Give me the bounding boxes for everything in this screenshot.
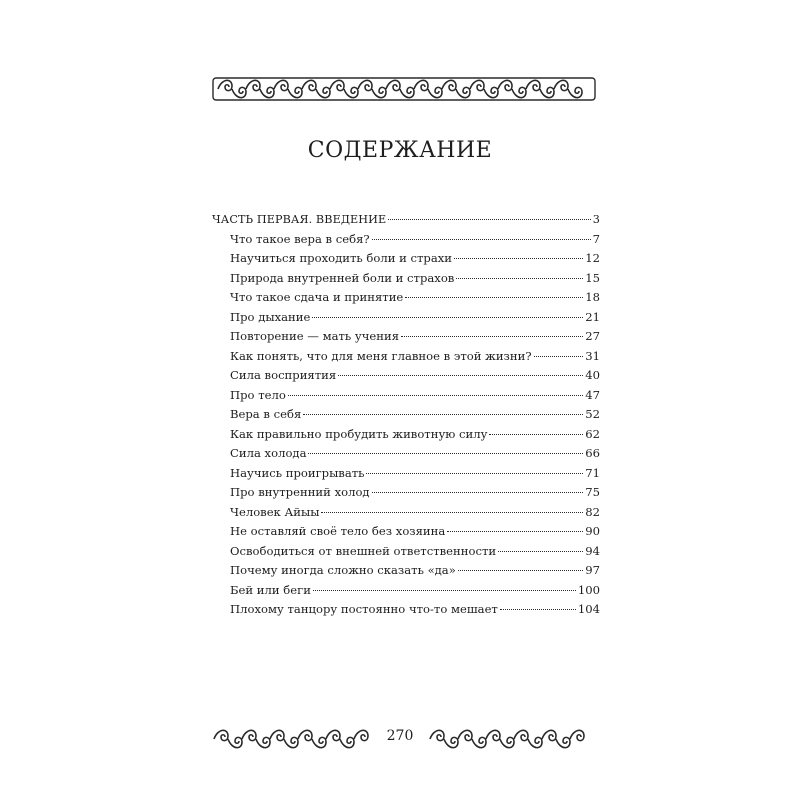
toc-entry-page: 31 [585,348,600,363]
page-title: СОДЕРЖАНИЕ [307,138,493,163]
toc-entry [212,503,600,523]
toc-dot-leader [500,609,576,610]
toc-entry-page: 75 [585,485,600,499]
toc-entry-page: 104 [577,602,600,616]
toc-dot-leader [338,375,583,376]
toc-entry-title: Что такое вера в себя? [230,231,370,246]
toc-entry-title: Про тело [230,387,286,402]
toc-entry [212,386,600,406]
toc-entry-title: Освободиться от внешней ответственности [230,543,497,558]
toc-entry [212,308,600,328]
toc-entry-page: 52 [585,407,600,421]
toc-dot-leader [458,570,583,571]
toc-entry-title: Почему иногда сложно сказать «да» [230,563,456,577]
toc-entry [212,483,600,503]
toc-entry-title: Как понять, что для меня главное в этой жизни? [230,348,532,363]
toc-entry [212,366,600,386]
toc-dot-leader [401,336,583,337]
toc-entry-title: Природа внутренней боли и страхов [230,270,455,285]
toc-entry-title: Бей или беги [230,582,311,597]
bottom-right-ornament [428,724,596,754]
toc-entry-page: 66 [585,446,600,460]
toc-entry-page: 40 [585,368,600,382]
toc-entry-title: Как правильно пробудить животную силу [230,426,488,441]
page-number: 270 [386,728,414,744]
toc-entry-title: Вера в себя [230,407,302,421]
toc-entry-page: 100 [577,582,600,597]
toc-entry-title: Сила восприятия [230,368,337,382]
toc-entry [212,542,600,562]
toc-dot-leader [489,434,583,435]
toc-entry [212,269,600,289]
toc-dot-leader [388,219,591,220]
toc-entry-page: 97 [585,563,600,577]
toc-entry-page: 71 [585,465,600,480]
toc-dot-leader [372,492,584,493]
footer [0,724,800,754]
toc-dot-leader [456,278,583,279]
toc-entry [212,230,600,250]
toc-dot-leader [498,551,583,552]
toc-dot-leader [312,317,583,318]
toc-dot-leader [303,414,583,415]
toc-entry-title: Про дыхание [230,309,311,324]
toc-entry [212,600,600,620]
toc-dot-leader [534,356,584,357]
toc-entry [212,581,600,601]
toc-dot-leader [405,297,583,298]
toc-dot-leader [447,531,583,532]
toc-dot-leader [308,453,583,454]
toc-dot-leader [366,473,583,474]
toc-entry-title: Научись проигрывать [230,465,365,480]
toc-entry [212,249,600,269]
toc-entry-page: 7 [592,231,600,246]
toc-entry-page: 62 [585,426,600,441]
toc-entry [212,288,600,308]
toc-entry-page: 82 [585,504,600,519]
table-of-contents [212,210,600,620]
toc-entry [212,444,600,464]
toc-entry-page: 21 [585,309,600,324]
toc-entry-title: Плохому танцору постоянно что-то мешает [230,602,498,616]
toc-entry [212,522,600,542]
toc-dot-leader [321,512,583,513]
toc-entry-page: 3 [592,213,600,226]
toc-entry-title: Повторение — мать учения [230,329,400,343]
toc-entry-title: Научиться проходить боли и страхи [230,251,453,265]
toc-entry-title: Не оставляй своё тело без хозяина [230,524,446,538]
toc-entry-page: 94 [585,543,600,558]
toc-entry-title: Что такое сдача и принятие [230,290,404,304]
toc-entry [212,425,600,445]
toc-dot-leader [454,258,583,259]
toc-dot-leader [313,590,576,591]
toc-entry-title: Про внутренний холод [230,485,370,499]
toc-entry [212,347,600,367]
toc-entry [212,464,600,484]
toc-entry-page: 27 [585,329,600,343]
toc-entry-title: Сила холода [230,446,307,460]
toc-entry-title: ЧАСТЬ ПЕРВАЯ. ВВЕДЕНИЕ [212,213,387,226]
toc-dot-leader [372,239,591,240]
top-ornament [212,74,596,104]
toc-entry-page: 18 [585,290,600,304]
toc-entry-title: Человек Айыы [230,504,320,519]
toc-entry [212,405,600,425]
toc-dot-leader [288,395,583,396]
toc-entry-page: 90 [585,524,600,538]
toc-entry [212,561,600,581]
toc-entry-page: 15 [585,270,600,285]
toc-entry [212,327,600,347]
toc-entry-page: 12 [585,251,600,265]
toc-entry-page: 47 [585,387,600,402]
toc-entry [212,210,600,230]
